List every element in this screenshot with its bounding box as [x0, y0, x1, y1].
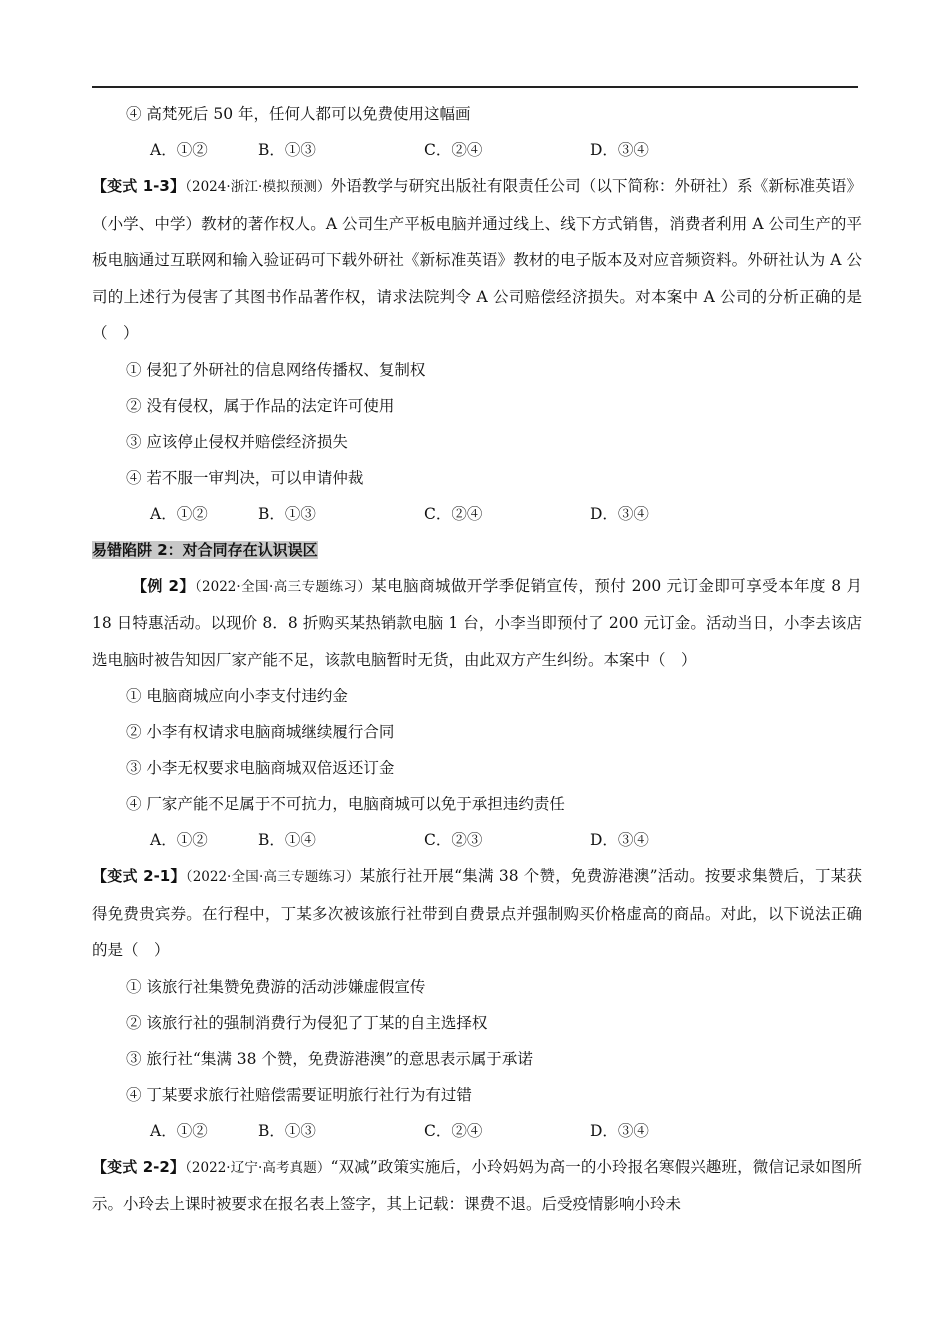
ex2-source: （2022·全国·高三专题练习）	[194, 578, 372, 595]
ex2-item-2: ② 小李有权请求电脑商城继续履行合同	[126, 723, 395, 741]
ex2-item-4: ④ 厂家产能不足属于不可抗力，电脑商城可以免于承担违约责任	[126, 795, 565, 813]
q21-source: （2022·全国·高三专题练习）	[185, 869, 360, 885]
section-heading	[92, 532, 862, 568]
section-title: 易错陷阱 2：对合同存在认识误区	[92, 540, 318, 559]
ex2-item-3: ③ 小李无权要求电脑商城双倍返还订金	[126, 759, 395, 777]
q22-tag: 【变式 2-2】	[92, 1157, 186, 1176]
header-rule	[92, 86, 858, 88]
q13-stem	[92, 168, 862, 352]
option-a: A．①②	[150, 831, 208, 849]
option-c: C．②③	[424, 831, 483, 849]
option-c: C．②④	[424, 141, 483, 159]
q13-source: （2024·浙江·模拟预测）	[185, 179, 331, 195]
option-b: B．①④	[258, 831, 316, 849]
q13-text: 外语教学与研究出版社有限责任公司（以下简称：外研社）系《新标准英语》（小学、中学）教材的著作权人。A 公司生产平板电脑并通过线上、线下方式销售，消费者利用 A 公司生产的平板电脑通过互联网和输入验证码可下载外研社《新标准英语》教材的电子版本及对应音频资料。外研社认为 A 公司的上述行为侵害了其图书作品著作权，请求法院判令 A 公司赔偿经济损失。对本案中 A 公司的分析正确的是（ ）	[92, 177, 862, 342]
q21-item-2: ② 该旅行社的强制消费行为侵犯了丁某的自主选择权	[126, 1013, 488, 1032]
option-b: B．①③	[258, 504, 316, 523]
option-c: C．②④	[424, 504, 483, 523]
option-b: B．①③	[258, 141, 316, 159]
q13-item-4: ④ 若不服一审判决，可以申请仲裁	[126, 468, 364, 487]
q21-tag: 【变式 2-1】	[92, 867, 186, 885]
option-c: C．②④	[424, 1121, 483, 1140]
ex2-options	[92, 822, 862, 858]
q21-item-1: ① 该旅行社集赞免费游的活动涉嫌虚假宣传	[126, 977, 426, 996]
option-b: B．①③	[258, 1121, 316, 1140]
document-body	[92, 96, 862, 1223]
q21-stem	[92, 858, 862, 969]
q13-item-1: ① 侵犯了外研社的信息网络传播权、复制权	[126, 360, 426, 379]
q21-item-3: ③ 旅行社“集满 38 个赞，免费游港澳”的意思表示属于承诺	[126, 1049, 533, 1068]
q22-stem	[92, 1149, 862, 1223]
option-d: D．③④	[590, 504, 649, 523]
q22-text: “双减”政策实施后，小玲妈妈为高一的小玲报名寒假兴趣班，微信记录如图所示。小玲去上课时被要求在报名表上签字，其上记载：课费不退。后受疫情影响小玲未	[92, 1157, 862, 1213]
q13-options	[92, 496, 862, 532]
q13-tag: 【变式 1-3】	[92, 177, 186, 195]
option-d: D．③④	[590, 1121, 649, 1140]
q13-item-2: ② 没有侵权，属于作品的法定许可使用	[126, 396, 395, 415]
option-a: A．①②	[150, 504, 208, 523]
option-d: D．③④	[590, 141, 649, 159]
option-d: D．③④	[590, 831, 649, 849]
q0-item-4: ④ 高梵死后 50 年，任何人都可以免费使用这幅画	[126, 105, 471, 123]
q13-item-3: ③ 应该停止侵权并赔偿经济损失	[126, 432, 348, 451]
q0-options	[92, 132, 862, 168]
ex2-text: 某电脑商城做开学季促销宣传，预付 200 元订金即可享受本年度 8 月 18 日特惠活动。以现价 8．8 折购买某热销款电脑 1 台，小李当即预付了 200 元订金。活动当日，小李去该店选电脑时被告知因厂家产能不足，该款电脑暂时无货，由此双方产生纠纷。本案中（ ）	[92, 576, 862, 669]
q21-options	[92, 1113, 862, 1149]
ex2-tag: 【例 2】	[132, 576, 195, 595]
option-a: A．①②	[150, 1121, 208, 1140]
ex2-item-1: ① 电脑商城应向小李支付违约金	[126, 687, 348, 705]
option-a: A．①②	[150, 141, 208, 159]
q22-source: （2022·辽宁·高考真题）	[185, 1159, 331, 1176]
ex2-stem	[92, 568, 862, 679]
q21-item-4: ④ 丁某要求旅行社赔偿需要证明旅行社行为有过错	[126, 1085, 472, 1104]
q21-text: 某旅行社开展“集满 38 个赞，免费游港澳”活动。按要求集赞后，丁某获得免费贵宾券。在行程中，丁某多次被该旅行社带到自费景点并强制购买价格虚高的商品。对此，以下说法正确的是（ ）	[92, 867, 862, 959]
